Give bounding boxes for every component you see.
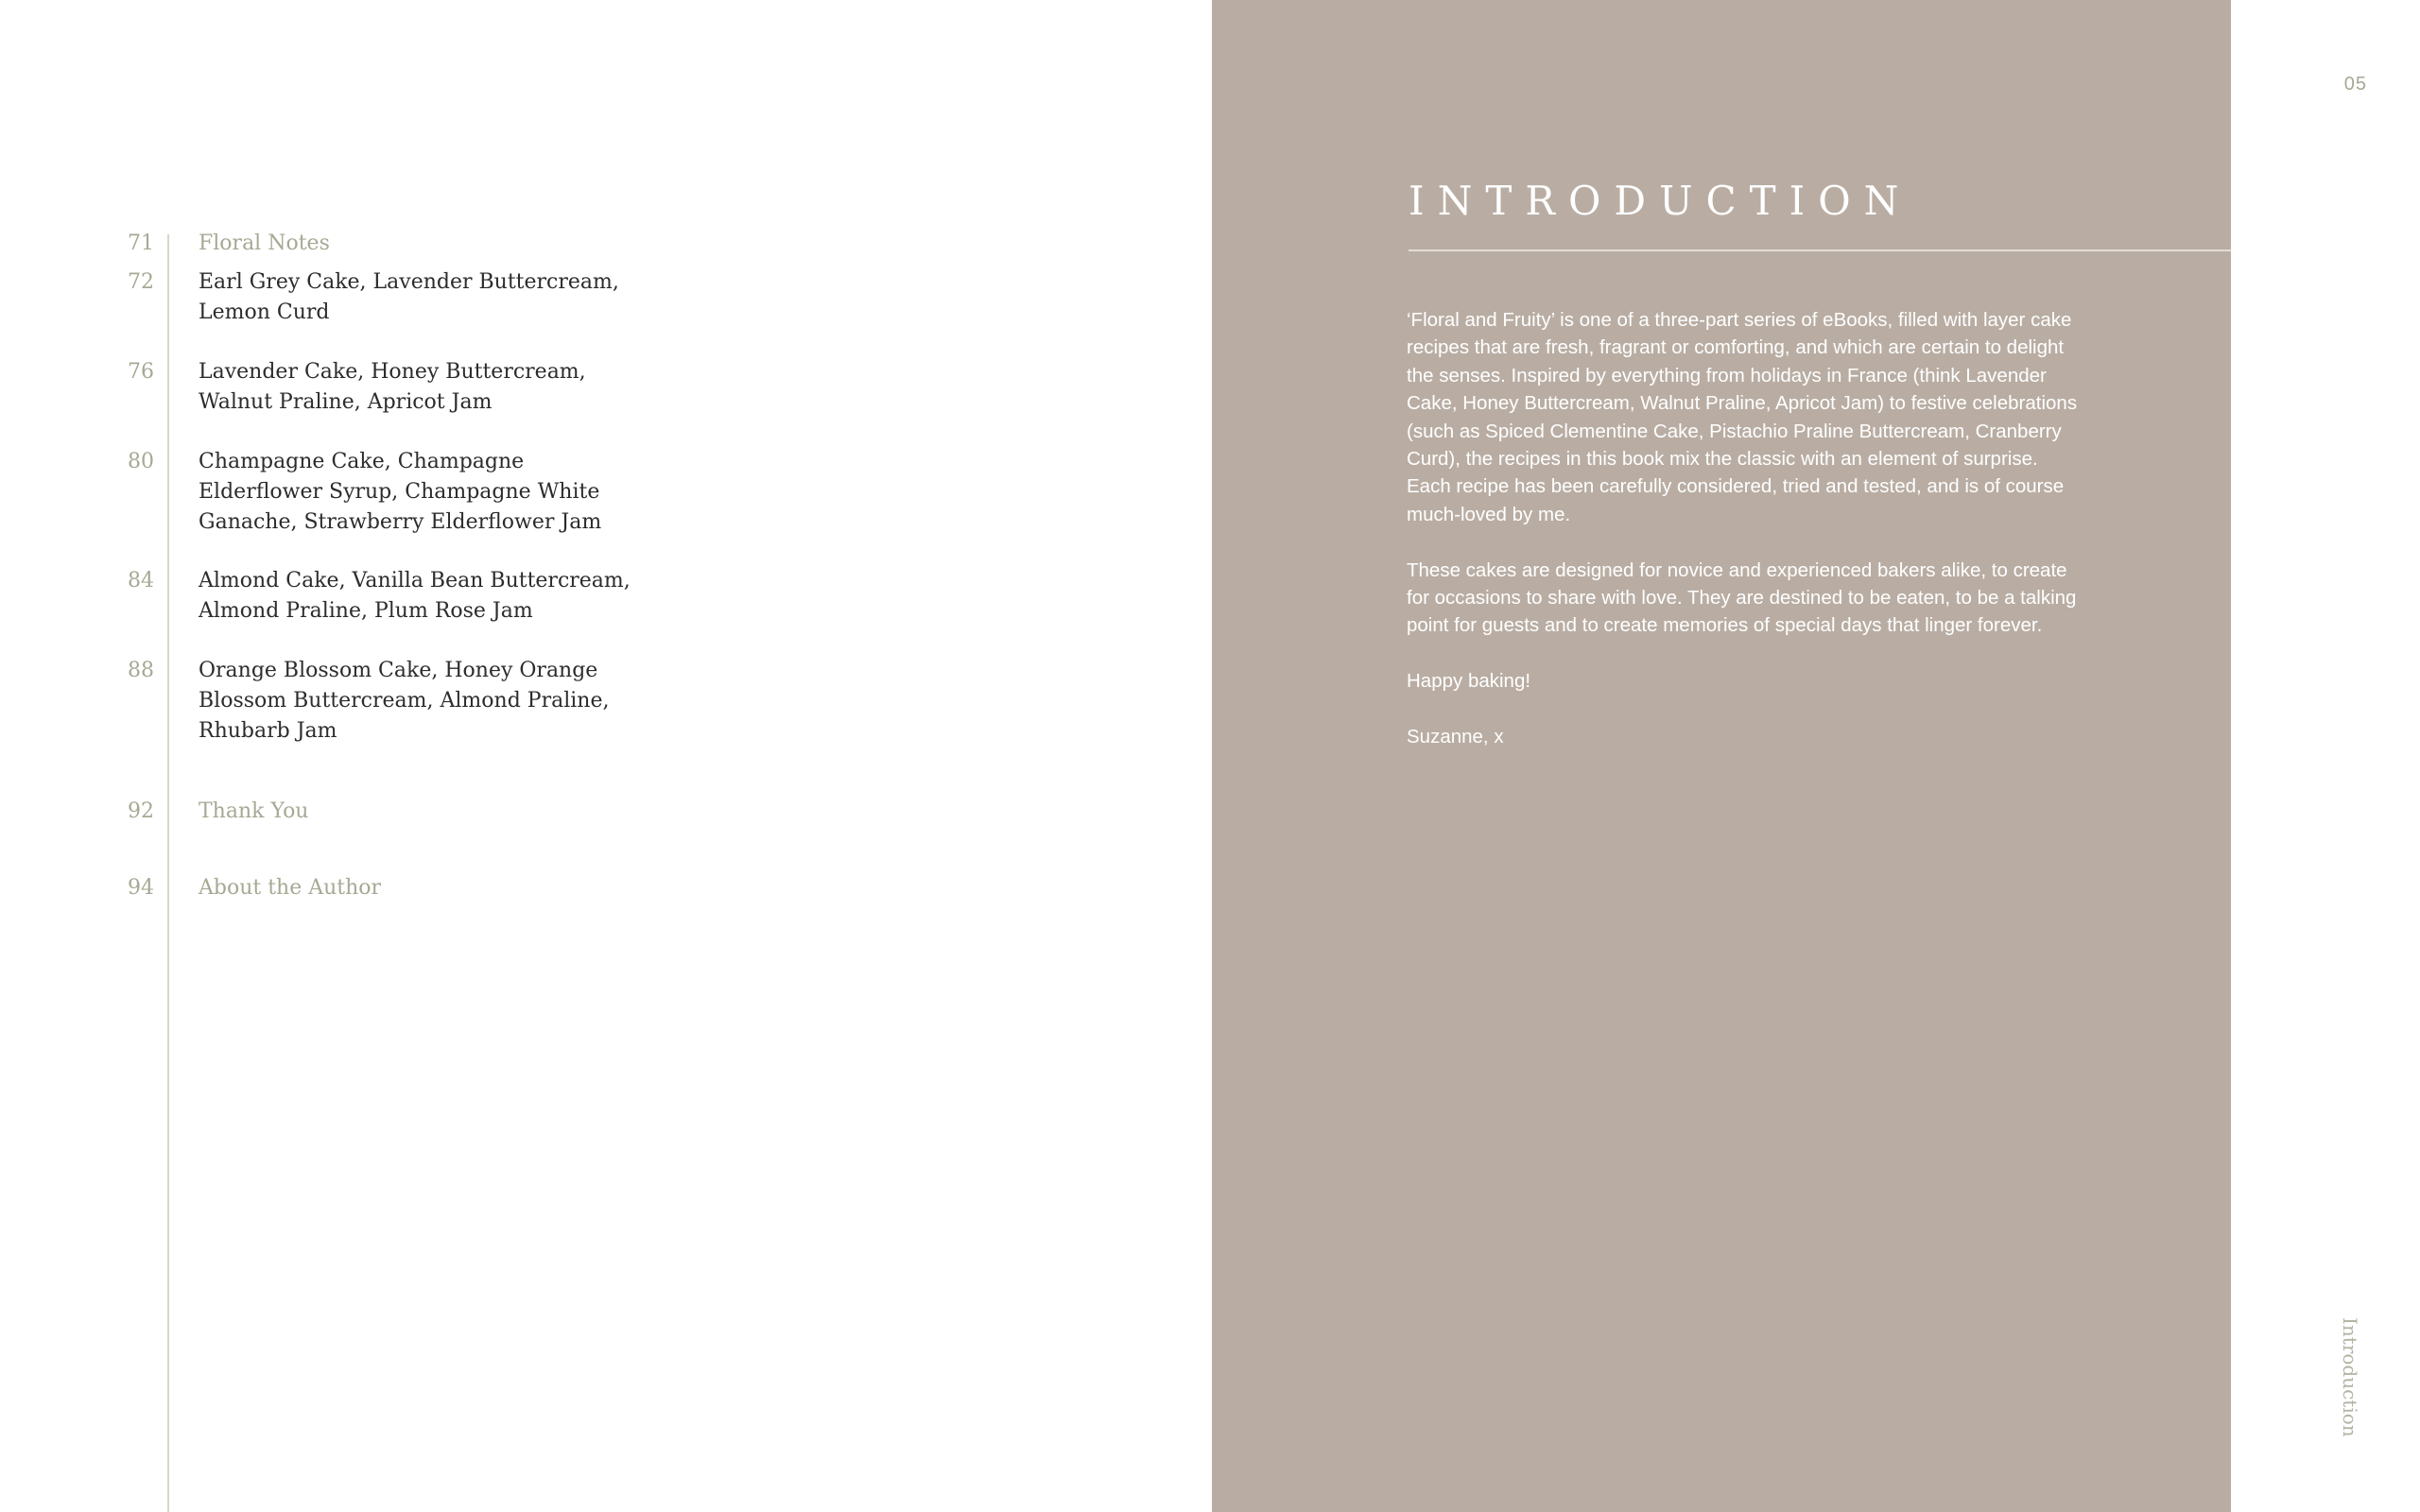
toc-page-number: 94 bbox=[128, 876, 154, 900]
toc-page-number: 72 bbox=[128, 270, 154, 294]
toc-recipe-title: Orange Blossom Cake, Honey Orange Blossom Buttercream, Almond Praline, Rhubarb Jam bbox=[199, 659, 610, 743]
toc-section-title: About the Author bbox=[199, 876, 382, 900]
toc-recipe-title: Earl Grey Cake, Lavender Buttercream, Lemon Curd bbox=[199, 270, 619, 324]
running-footer-section-name: Introduction bbox=[2339, 1317, 2361, 1437]
toc-vertical-rule bbox=[167, 234, 169, 1512]
page-number: 05 bbox=[2343, 74, 2367, 94]
toc-page-number: 80 bbox=[128, 450, 154, 473]
intro-paragraph: Happy baking! bbox=[1407, 670, 1531, 693]
toc-section-title: Floral Notes bbox=[199, 232, 330, 255]
introduction-body bbox=[1407, 306, 2087, 779]
introduction-heading: INTRODUCTION bbox=[1409, 178, 1912, 224]
intro-paragraph: ‘Floral and Fruity’ is one of a three-part series of eBooks, filled with layer cake recipes that are fresh, fragrant or comforting, and which are certain to delight the senses. Inspired by everything from holidays in France (think Lavender Cake, Honey Buttercream, Walnut Praline, Apricot Jam) to festive celebrations (such as Spiced Clementine Cake, Pistachio Praline Buttercream, Cranberry Curd), the recipes in this book mix the classic with an element of surprise. Each recipe has been carefully considered, tried and tested, and is of course much-loved by me. bbox=[1407, 309, 2078, 525]
toc-page-number: 84 bbox=[128, 569, 154, 593]
intro-signature: Suzanne, x bbox=[1407, 726, 1504, 748]
toc-page-number: 76 bbox=[128, 360, 154, 384]
toc-section-title: Thank You bbox=[199, 799, 309, 823]
toc-recipe-title: Lavender Cake, Honey Buttercream, Walnut Praline, Apricot Jam bbox=[199, 360, 586, 414]
heading-underline-rule bbox=[1409, 249, 2231, 251]
toc-page-number: 88 bbox=[128, 659, 154, 682]
toc-recipe-title: Almond Cake, Vanilla Bean Buttercream, Almond Praline, Plum Rose Jam bbox=[199, 569, 631, 623]
toc-page-number: 92 bbox=[128, 799, 154, 823]
introduction-panel bbox=[1212, 0, 2231, 1512]
toc-recipe-title: Champagne Cake, Champagne Elderflower Syrup, Champagne White Ganache, Strawberry Elderflower Jam bbox=[199, 450, 602, 534]
toc-page-number: 71 bbox=[128, 232, 154, 255]
intro-paragraph: These cakes are designed for novice and experienced bakers alike, to create for occasions to share with love. They are destined to be eaten, to be a talking point for guests and to create memories of special days that linger forever. bbox=[1407, 558, 2077, 637]
